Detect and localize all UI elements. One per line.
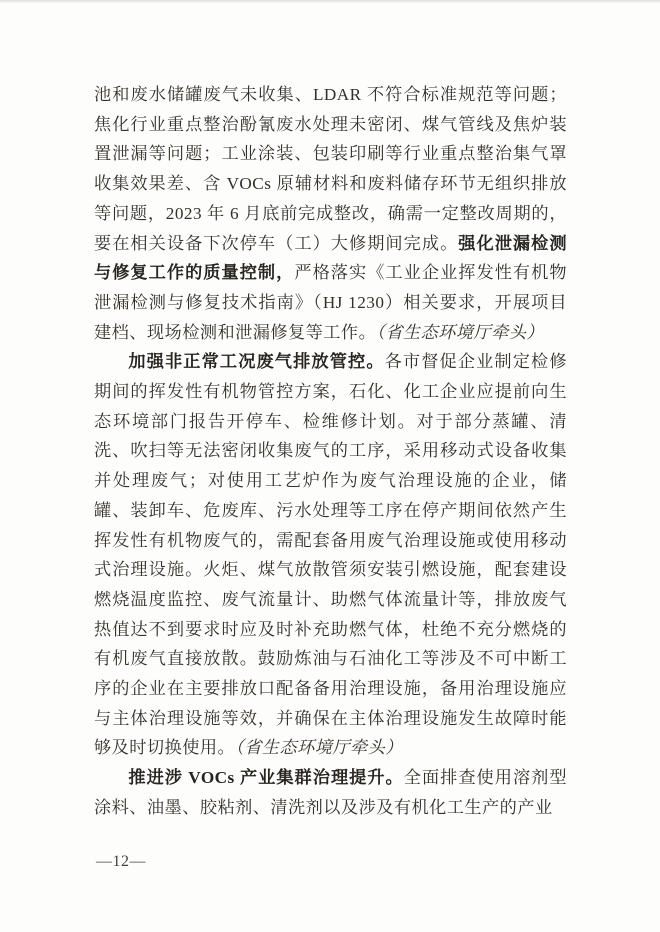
paragraph [94, 763, 567, 822]
text-run-regular: 严格落实《工业企业挥发性有机物泄漏检测与修复技术指南》（HJ 1230）相关要求，开展项目建档、现场检测和泄漏修复等工作。 [94, 263, 567, 342]
text-run-bold: 加强非正常工况废气排放管控。 [128, 352, 385, 372]
page-number: —12— [96, 853, 146, 870]
text-run-bold: 推进涉 VOCs 产业集群治理提升。 [128, 768, 404, 788]
text-run-kaiti: （省生态环境厅牵头） [235, 738, 403, 758]
scan-edge [0, 0, 660, 3]
document-body [94, 80, 567, 823]
text-run-regular: 各市督促企业制定检修期间的挥发性有机物管控方案，石化、化工企业应提前向生态环境部门报告开停车、检维修计划。对于部分蒸罐、清洗、吹扫等无法密闭收集废气的工序，采用移动式设备收集并处理废气；对使用工艺炉作为废气治理设施的企业，储罐、装卸车、危废库、污水处理等工序在停产期间依然产生挥发性有机物废气的，需配套备用废气治理设施或使用移动式治理设施。火炬、煤气放散管须安装引燃设施，配套建设燃烧温度监控、废气流量计、助燃气体流量计等，排放废气热值达不到要求时应及时补充助燃气体，杜绝不充分燃烧的有机废气直接放散。鼓励炼油与石油化工等涉及不可中断工序的企业在主要排放口配备备用治理设施，备用治理设施应与主体治理设施等效，并确保在主体治理设施发生故障时能够及时切换使用。 [94, 352, 567, 758]
paragraph [94, 347, 567, 763]
text-run-bold: 强化泄漏检测与修复工作的质量控制， [94, 233, 567, 283]
paragraph [94, 80, 567, 347]
text-run-kaiti: （省生态环境厅牵头） [376, 322, 544, 342]
text-run-regular: 池和废水储罐废气未收集、LDAR 不符合标准规范等问题；焦化行业重点整治酚氰废水处理未密闭、煤气管线及焦炉装置泄漏等问题；工业涂装、包装印刷等行业重点整治集气罩收集效果差、含 VOCs 原辅材料和废料储存环节无组织排放等问题，2023 年 6 月底前完成整改，确需一定整改周期的，要在相关设备下次停车（工）大修期间完成。 [94, 85, 567, 253]
text-run-regular: 全面排查使用溶剂型涂料、油墨、胶粘剂、清洗剂以及涉及有机化工生产的产业 [94, 768, 567, 817]
